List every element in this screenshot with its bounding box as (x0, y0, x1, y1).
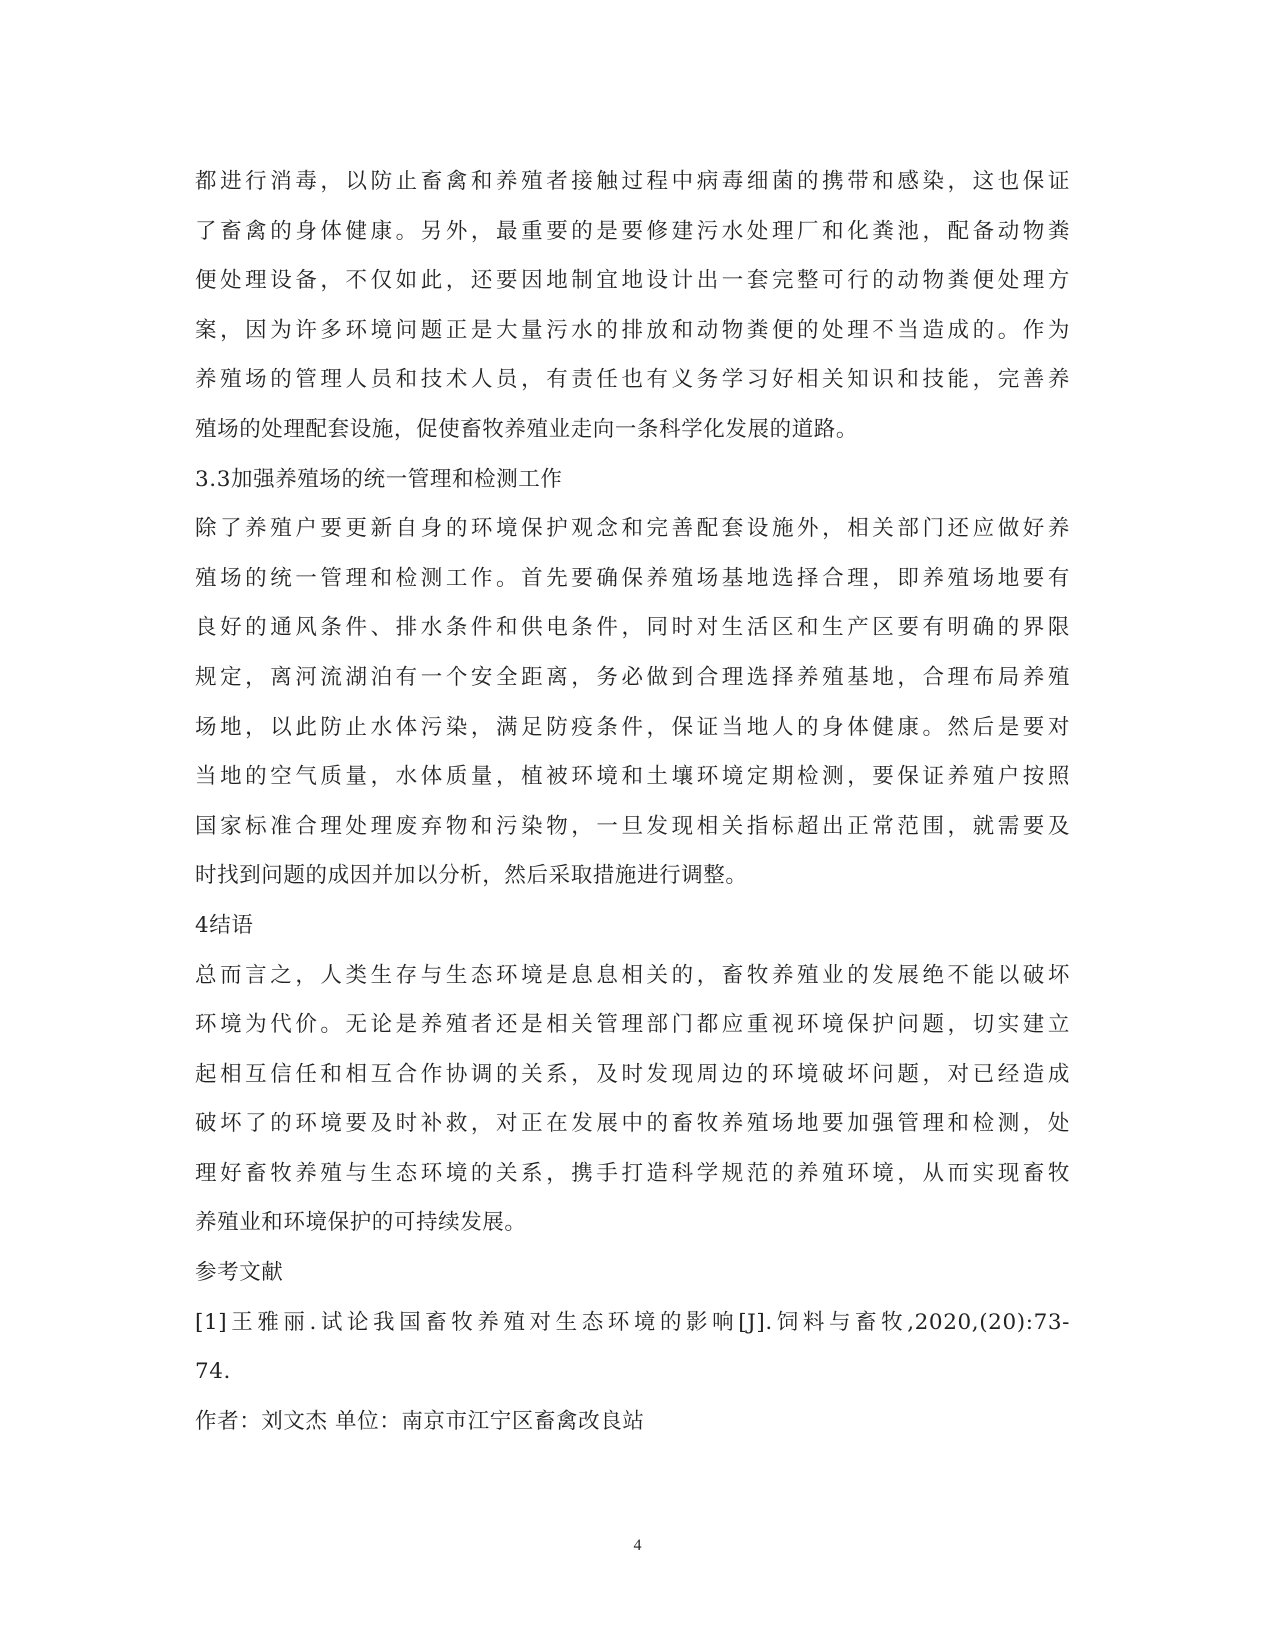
paragraph-line: 当地的空气质量，水体质量，植被环境和土壤环境定期检测，要保证养殖户按照 (195, 764, 1070, 790)
paragraph-line: 规定，离河流湖泊有一个安全距离，务必做到合理选择养殖基地，合理布局养殖 (195, 664, 1070, 690)
paragraph-line: 时找到问题的成因并加以分析，然后采取措施进行调整。 (195, 863, 748, 889)
paragraph-line: 都进行消毒，以防止畜禽和养殖者接触过程中病毒细菌的携带和感染，这也保证 (195, 169, 1070, 194)
paragraph-line: 破坏了的环境要及时补救，对正在发展中的畜牧养殖场地要加强管理和检测，处 (195, 1111, 1070, 1137)
paragraph-line: 了畜禽的身体健康。另外，最重要的是要修建污水处理厂和化粪池，配备动物粪 (195, 218, 1070, 244)
reference-entry: [1]王雅丽.试论我国畜牧养殖对生态环境的影响[J].饲料与畜牧,2020,(20):73- (195, 1309, 1070, 1335)
references-heading: 参考文献 (195, 1260, 284, 1286)
paragraph-line: 便处理设备，不仅如此，还要因地制宜地设计出一套完整可行的动物粪便处理方 (195, 268, 1070, 294)
paragraph-line: 养殖场的管理人员和技术人员，有责任也有义务学习好相关知识和技能，完善养 (195, 367, 1070, 393)
author-affiliation: 作者：刘文杰 单位：南京市江宁区畜禽改良站 (195, 1408, 645, 1434)
paragraph-line: 场地，以此防止水体污染，满足防疫条件，保证当地人的身体健康。然后是要对 (195, 714, 1070, 740)
paragraph-line: 案，因为许多环境问题正是大量污水的排放和动物粪便的处理不当造成的。作为 (195, 317, 1070, 343)
paragraph-line: 养殖业和环境保护的可持续发展。 (195, 1210, 527, 1236)
paragraph-line: 良好的通风条件、排水条件和供电条件，同时对生活区和生产区要有明确的界限 (195, 615, 1070, 641)
paragraph-line: 起相互信任和相互合作协调的关系，及时发现周边的环境破坏问题，对已经造成 (195, 1061, 1070, 1087)
page-number: 4 (633, 1537, 642, 1554)
paragraph-line: 环境为代价。无论是养殖者还是相关管理部门都应重视环境保护问题，切实建立 (195, 1012, 1070, 1038)
paragraph-line: 殖场的处理配套设施，促使畜牧养殖业走向一条科学化发展的道路。 (195, 416, 859, 442)
paragraph-line: 除了养殖户要更新自身的环境保护观念和完善配套设施外，相关部门还应做好养 (195, 516, 1070, 542)
section-heading: 4结语 (195, 912, 254, 938)
paragraph-line: 理好畜牧养殖与生态环境的关系，携手打造科学规范的养殖环境，从而实现畜牧 (195, 1160, 1070, 1186)
body-text (195, 157, 1070, 1446)
paragraph-line: 总而言之，人类生存与生态环境是息息相关的，畜牧养殖业的发展绝不能以破坏 (195, 962, 1070, 988)
paragraph-line: 殖场的统一管理和检测工作。首先要确保养殖场基地选择合理，即养殖场地要有 (195, 565, 1070, 591)
paragraph-line: 国家标准合理处理废弃物和污染物，一旦发现相关指标超出正常范围，就需要及 (195, 813, 1070, 839)
reference-entry: 74. (195, 1359, 231, 1385)
section-heading: 3.3加强养殖场的统一管理和检测工作 (195, 466, 563, 492)
